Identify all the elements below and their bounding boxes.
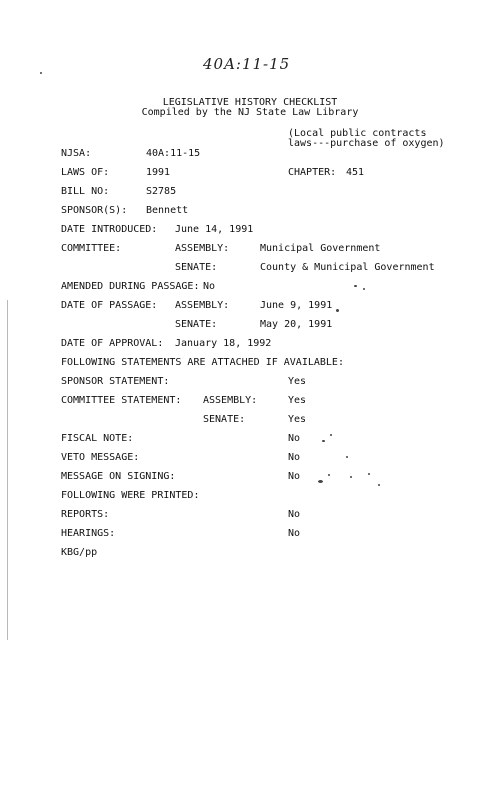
scan-speck <box>322 440 325 442</box>
page-edge-line <box>7 300 8 640</box>
reports-label: REPORTS: <box>61 509 110 520</box>
reports-value: No <box>288 509 301 520</box>
scan-speck <box>336 309 339 312</box>
date-of-approval-label: DATE OF APPROVAL: <box>61 338 164 349</box>
committee-senate-value: County & Municipal Government <box>260 262 435 273</box>
passage-senate-label: SENATE: <box>175 319 218 330</box>
scan-speck <box>378 484 380 486</box>
scan-speck <box>318 480 323 483</box>
veto-message-value: No <box>288 452 301 463</box>
scan-speck <box>330 434 332 436</box>
njsa-label: NJSA: <box>61 148 92 159</box>
committee-statement-senate-label: SENATE: <box>203 414 246 425</box>
chapter-label: CHAPTER: <box>288 167 337 178</box>
date-of-approval-value: January 18, 1992 <box>175 338 272 349</box>
bill-no-value: S2785 <box>146 186 177 197</box>
passage-senate-value: May 20, 1991 <box>260 319 333 330</box>
document-title: LEGISLATIVE HISTORY CHECKLIST <box>162 97 338 108</box>
sponsor-statement-value: Yes <box>288 376 307 387</box>
njsa-value: 40A:11-15 <box>146 148 201 159</box>
fiscal-note-label: FISCAL NOTE: <box>61 433 134 444</box>
scan-speck <box>346 456 348 458</box>
date-introduced-label: DATE INTRODUCED: <box>61 224 158 235</box>
scan-speck <box>350 476 352 478</box>
veto-message-label: VETO MESSAGE: <box>61 452 140 463</box>
amended-value: No <box>203 281 216 292</box>
sponsor-label: SPONSOR(S): <box>61 205 128 216</box>
typist-initials: KBG/pp <box>61 547 98 558</box>
committee-senate-label: SENATE: <box>175 262 218 273</box>
document-subtitle: Compiled by the NJ State Law Library <box>141 107 359 118</box>
committee-statement-assembly-value: Yes <box>288 395 307 406</box>
scan-speck <box>368 473 370 475</box>
hearings-value: No <box>288 528 301 539</box>
bill-no-label: BILL NO: <box>61 186 110 197</box>
committee-statement-assembly-label: ASSEMBLY: <box>203 395 258 406</box>
description-line-2: laws---purchase of oxygen) <box>288 138 445 149</box>
handwritten-statute-number: 40A:11-15 <box>203 55 291 73</box>
hearings-label: HEARINGS: <box>61 528 116 539</box>
committee-label: COMMITTEE: <box>61 243 122 254</box>
passage-assembly-label: ASSEMBLY: <box>175 300 230 311</box>
committee-assembly-value: Municipal Government <box>260 243 381 254</box>
laws-of-label: LAWS OF: <box>61 167 110 178</box>
message-on-signing-label: MESSAGE ON SIGNING: <box>61 471 176 482</box>
chapter-value: 451 <box>346 167 365 178</box>
sponsor-value: Bennett <box>146 205 189 216</box>
statements-heading: FOLLOWING STATEMENTS ARE ATTACHED IF AVAILABLE: <box>61 357 344 368</box>
laws-of-value: 1991 <box>146 167 171 178</box>
description-line-1: (Local public contracts <box>288 128 427 139</box>
scan-speck <box>363 288 365 290</box>
sponsor-statement-label: SPONSOR STATEMENT: <box>61 376 170 387</box>
date-introduced-value: June 14, 1991 <box>175 224 254 235</box>
committee-assembly-label: ASSEMBLY: <box>175 243 230 254</box>
committee-statement-senate-value: Yes <box>288 414 307 425</box>
scan-speck <box>354 285 357 287</box>
scan-speck <box>40 72 42 74</box>
fiscal-note-value: No <box>288 433 301 444</box>
printed-heading: FOLLOWING WERE PRINTED: <box>61 490 200 501</box>
amended-label: AMENDED DURING PASSAGE: <box>61 281 200 292</box>
committee-statement-label: COMMITTEE STATEMENT: <box>61 395 182 406</box>
scan-speck <box>328 474 330 476</box>
passage-assembly-value: June 9, 1991 <box>260 300 333 311</box>
date-of-passage-label: DATE OF PASSAGE: <box>61 300 158 311</box>
message-on-signing-value: No <box>288 471 301 482</box>
